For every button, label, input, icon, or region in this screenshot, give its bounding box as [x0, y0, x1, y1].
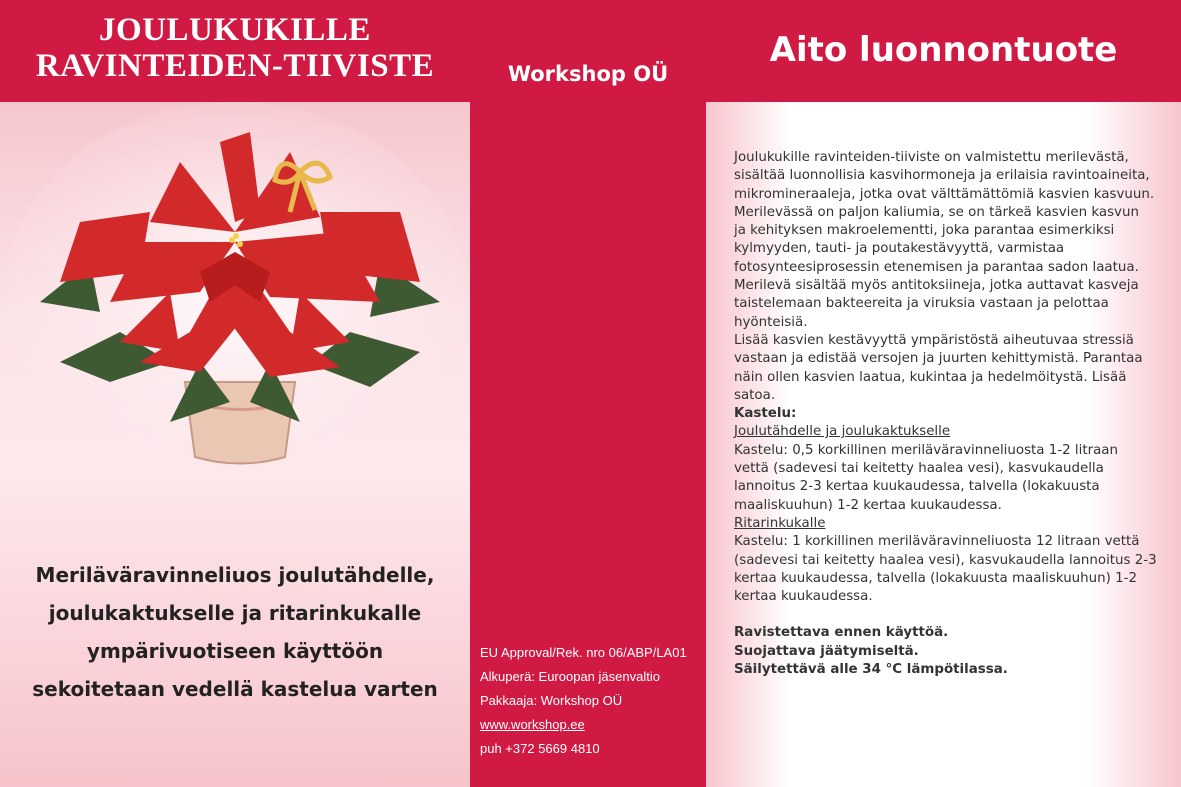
description-line: vastaan ja edistää versojen ja juurten kehittymistä. Parantaa: [734, 351, 1143, 367]
approval-text: EU Approval/Rek. nro 06/ABP/LA01: [480, 645, 687, 660]
brand-name: Workshop OÜ: [507, 62, 669, 86]
watering-line: lannoitus 2-3 kertaa kuukaudessa, talvella (lokakuusta: [734, 479, 1100, 495]
watering-line: (sadevesi tai keitetty haalea vesi), kasvukaudella lannoitus 2-3: [734, 552, 1157, 568]
website-link[interactable]: www.workshop.ee: [480, 717, 585, 732]
description-line: ja kehityksen makroelementti, joka parantaa esimerkiksi: [734, 223, 1115, 239]
watering-line: kertaa kuukaudessa.: [734, 589, 873, 605]
tagline: Aito luonnontuote: [769, 30, 1118, 70]
poinsettia-image: [0, 102, 470, 482]
description-line: näin ollen kasvien laatua, kukintaa ja hedelmöitystä. Lisää: [734, 369, 1127, 385]
middle-panel: [470, 0, 706, 787]
description-line: Lisää kasvien kestävyyttä ympäristöstä aiheutuvaa stressiä: [734, 332, 1134, 348]
description-line: mikromineraaleja, jotka ovat välttämättömiä kasvien kasvuun.: [734, 186, 1155, 202]
left-panel: [0, 0, 470, 787]
slogan-line: ympärivuotiseen käyttöön: [86, 639, 384, 663]
description-line: Merilevä sisältää myös antitoksiineja, jotka auttavat kasveja: [734, 278, 1139, 294]
description-block: [734, 149, 1164, 679]
description-line: Joulukukille ravinteiden-tiiviste on valmistettu merilevästä,: [734, 150, 1129, 165]
description-line: Merilevässä on paljon kaliumia, se on tärkeä kasvien kasvun: [734, 204, 1139, 220]
description-line: sisältää luonnollisia kasvihormoneja ja erilaisia ravintoaineita,: [734, 168, 1150, 184]
origin-text: Alkuperä: Euroopan jäsenvaltio: [480, 669, 660, 684]
watering-subheading-2: Ritarinkukalle: [734, 515, 826, 531]
warning-line: Suojattava jäätymiseltä.: [734, 643, 919, 659]
warning-line: Säilytettävä alle 34 °C lämpötilassa.: [734, 662, 1008, 678]
description-line: hyönteisiä.: [734, 314, 808, 330]
description-line: fotosynteesiprosessin etenemisen ja parantaa sadon laatua.: [734, 259, 1139, 275]
watering-line: vettä (sadevesi tai keitetty haalea vesi), kasvukaudella: [734, 461, 1104, 477]
right-panel: [706, 0, 1181, 787]
slogan: [20, 556, 450, 708]
watering-subheading-1: Joulutähdelle ja joulukaktukselle: [734, 424, 951, 440]
description-line: kylmyyden, tauti- ja poutakestävyyttä, varmistaa: [734, 241, 1065, 257]
packer-text: Pakkaaja: Workshop OÜ: [480, 693, 623, 708]
title-line-1: JOULUKUKILLE: [99, 12, 371, 48]
description-line: satoa.: [734, 387, 776, 403]
slogan-line: Meriläväravinneliuos joulutähdelle,: [35, 563, 435, 587]
producer-info: [480, 641, 700, 761]
watering-line: Kastelu: 1 korkillinen meriläväravinneliuosta 12 litraan vettä: [734, 534, 1140, 550]
warning-line: Ravistettava ennen käyttöä.: [734, 625, 949, 641]
slogan-line: joulukaktukselle ja ritarinkukalle: [48, 601, 422, 625]
phone-text: puh +372 5669 4810: [480, 741, 600, 756]
watering-line: maaliskuuhun) 1-2 kertaa kuukaudessa.: [734, 497, 1002, 513]
description-line: taistelemaan bakteereita ja viruksia vastaan ja pelottaa: [734, 296, 1109, 312]
watering-line: kertaa kuukaudessa, talvella (lokakuusta maaliskuuhun) 1-2: [734, 570, 1137, 586]
slogan-line: sekoitetaan vedellä kastelua varten: [32, 677, 438, 701]
title-line-2: RAVINTEIDEN-TIIVISTE: [35, 48, 435, 84]
spacer: [734, 606, 1164, 624]
watering-line: Kastelu: 0,5 korkillinen meriläväravinneliuosta 1-2 litraan: [734, 442, 1118, 458]
watering-heading: Kastelu:: [734, 406, 797, 422]
product-title: [0, 12, 470, 84]
